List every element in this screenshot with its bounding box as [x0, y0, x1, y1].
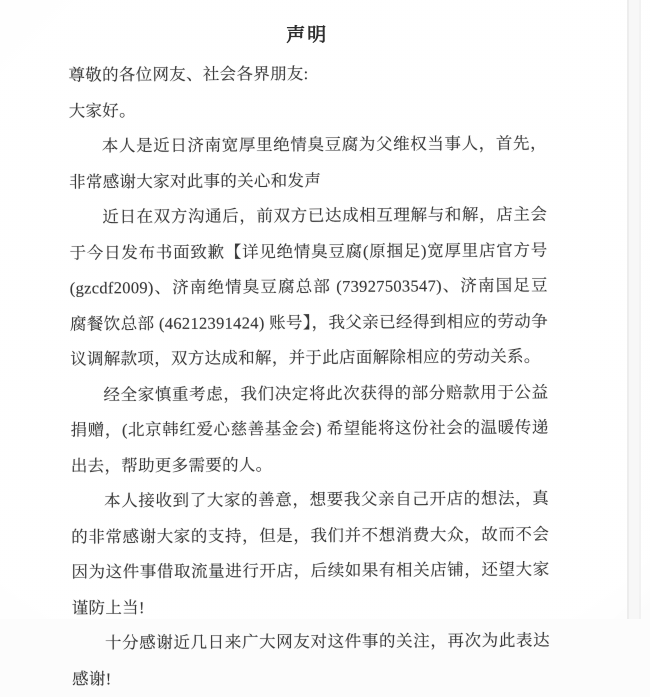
- document-body: [68, 55, 550, 697]
- salutation-line: 尊敬的各位网友、社会各界朋友:: [68, 64, 309, 85]
- paragraph: 本人接收到了大家的善意，想要我父亲自己开店的想法，真的非常感谢大家的支持，但是，我们并不想消费大众，故而不会因为这件事借取流量进行开店，后续如果有相关店铺，还望大家谨防上当!: [71, 488, 550, 618]
- paragraph: 近日在双方沟通后，前双方已达成相互理解与和解，店主会于今日发布书面致歉【详见绝情臭豆腐(原掴足)宽厚里店官方号(gzcdf2009)、济南绝情臭豆腐总部 (73927503547)、济南国足豆腐餐饮总部 (46212391424) 账号】，我父亲已经得到相应的劳动争议调解款项，双方达成和解，并于此店面解除相应的劳动关系。: [69, 204, 549, 369]
- greeting-line: 大家好。: [68, 100, 136, 121]
- document-title: 声明: [286, 24, 329, 47]
- paragraph: 十分感谢近几日来广大网友对这件事的关注，再次为此表达感谢!: [72, 630, 550, 689]
- paragraph: 经全家慎重考虑，我们决定将此次获得的部分赔款用于公益捐赠，(北京韩红爱心慈善基金会) 希望能将这份社会的温暖传递出去，帮助更多需要的人。: [70, 382, 549, 476]
- paragraph: 本人是近日济南宽厚里绝情臭豆腐为父维权当事人，首先，非常感谢大家对此事的关心和发声: [69, 133, 547, 192]
